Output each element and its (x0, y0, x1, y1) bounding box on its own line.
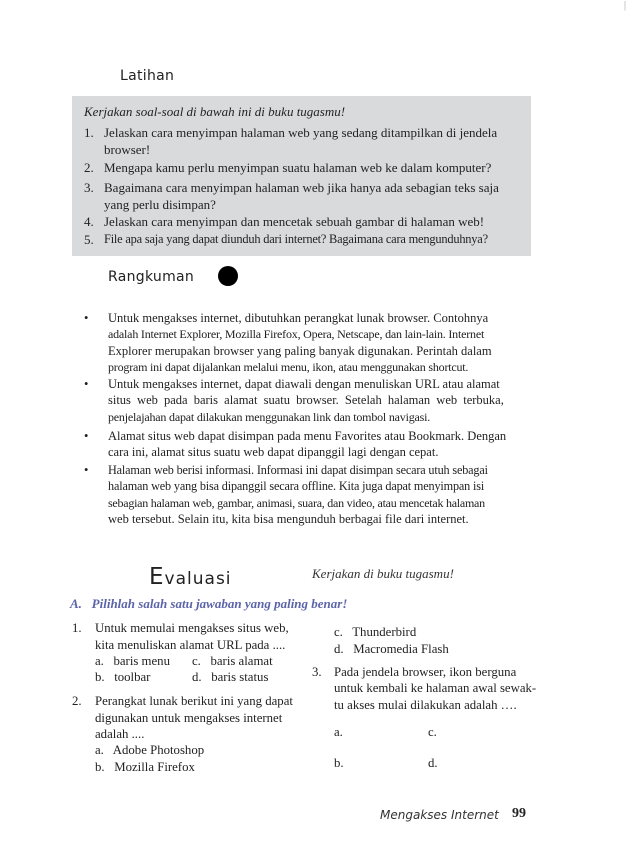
question-number: 4. (84, 214, 94, 229)
bullet-text: Untuk mengakses internet, dapat diawali dengan menuliskan URL atau alamat (108, 377, 500, 391)
mc-question-1-number: 1. (72, 621, 82, 635)
bullet-text: web tersebut. Selain itu, kita bisa mengunduh berbagai file dari internet. (108, 511, 469, 526)
bullet-text: situs web pada baris alamat suatu browser. Setelah halaman web terbuka, (108, 393, 504, 408)
corner-mark: | (624, 0, 627, 11)
rangkuman-bullet-3 (84, 428, 534, 462)
mc-option-a: a. (334, 725, 343, 739)
bullet-text: program ini dapat dijalankan melalui menu, ikon, atau menggunakan shortcut. (108, 359, 469, 374)
bullet-text: halaman web yang bisa dipanggil secara offline. Kita juga dapat menyimpan isi (108, 479, 485, 494)
evaluasi-title (149, 564, 232, 590)
mc-question-2-text: digunakan untuk mengakses internet (95, 711, 283, 725)
question-number: 3. (84, 180, 94, 195)
question-text: browser! (104, 142, 151, 157)
question-number: 1. (84, 125, 94, 140)
bullet-text: Untuk mengakses internet, dibutuhkan perangkat lunak browser. Contohnya (108, 311, 489, 325)
mc-question-3-number: 3. (312, 665, 322, 679)
latihan-question-2 (84, 159, 524, 176)
mc-option-d: d. Macromedia Flash (334, 642, 449, 656)
evaluasi-instruction: Kerjakan di buku tugasmu! (312, 566, 454, 581)
bullet-text: sebagian halaman web, gambar, animasi, suara, dan video, atau mencetak halaman (108, 495, 485, 510)
rangkuman-bullet-1 (84, 310, 534, 376)
mc-question-2-text: adalah .... (95, 727, 145, 741)
mc-question-2-number: 2. (72, 694, 82, 708)
bullet-icon: • (84, 311, 89, 325)
bullet-text: Halaman web berisi informasi. Informasi ini dapat disimpan secara utuh sebagai (108, 463, 488, 477)
mc-option-d: d. (428, 756, 438, 770)
latihan-question-3 (84, 179, 524, 213)
question-number: 5. (84, 232, 94, 247)
evaluasi-title-initial: E (149, 564, 165, 590)
mc-option-c: c. Thunderbird (334, 625, 417, 639)
bullet-text: adalah Internet Explorer, Mozilla Firefox, Opera, Netscape, dan lain-lain. Internet (108, 327, 485, 342)
mc-question-3-text: tu akses mulai dilakukan adalah …. (334, 698, 517, 712)
section-dot (218, 266, 238, 286)
rangkuman-title: Rangkuman (108, 269, 195, 285)
question-text: File apa saja yang dapat diunduh dari internet? Bagaimana cara mengunduhnya? (104, 232, 488, 246)
bullet-icon: • (84, 377, 89, 391)
bullet-text: cara ini, alamat situs suatu web dapat dipanggil lagi dengan cepat. (108, 445, 439, 460)
mc-option-b: b. Mozilla Firefox (95, 760, 195, 774)
latihan-question-5 (84, 231, 524, 248)
question-text: Mengapa kamu perlu menyimpan suatu halaman web ke dalam komputer? (104, 160, 492, 175)
page-number: 99 (512, 806, 526, 821)
question-text: Jelaskan cara menyimpan dan mencetak sebuah gambar di halaman web! (104, 214, 485, 229)
part-a-heading: A. Pilihlah salah satu jawaban yang paling benar! (70, 596, 348, 611)
bullet-text: Explorer merupakan browser yang paling banyak digunakan. Perintah dalam (108, 343, 492, 358)
question-text: Bagaimana cara menyimpan halaman web jika hanya ada sebagian teks saja (104, 180, 499, 195)
mc-question-2-text: Perangkat lunak berikut ini yang dapat (95, 694, 293, 708)
bullet-text: Alamat situs web dapat disimpan pada menu Favorites atau Bookmark. Dengan (108, 429, 507, 443)
latihan-title: Latihan (120, 68, 175, 84)
latihan-instruction: Kerjakan soal-soal di bawah ini di buku tugasmu! (84, 104, 346, 119)
bullet-icon: • (84, 429, 89, 443)
mc-option-c: c. (428, 725, 437, 739)
bullet-icon: • (84, 463, 89, 477)
mc-option-a: a. Adobe Photoshop (95, 743, 205, 757)
mc-option-a: a. baris menu (95, 654, 170, 668)
bullet-text: penjelajahan dapat dilakukan menggunakan link dan tombol navigasi. (108, 409, 431, 424)
question-text: yang perlu disimpan? (104, 197, 216, 212)
mc-option-d: d. baris status (192, 670, 269, 684)
mc-option-c: c. baris alamat (192, 654, 273, 668)
mc-option-b: b. toolbar (95, 670, 151, 684)
mc-question-1-text: Untuk memulai mengakses situs web, (95, 621, 289, 635)
footer-chapter-title: Mengakses Internet (380, 808, 499, 822)
rangkuman-bullet-2 (84, 376, 534, 426)
question-number: 2. (84, 160, 94, 175)
mc-option-b: b. (334, 756, 344, 770)
mc-question-3-text: Pada jendela browser, ikon berguna (334, 665, 517, 679)
latihan-question-4 (84, 213, 524, 230)
mc-question-3-text: untuk kembali ke halaman awal sewak- (334, 681, 537, 695)
mc-question-1-text: kita menuliskan alamat URL pada .... (95, 638, 286, 652)
rangkuman-bullet-4 (84, 462, 534, 528)
latihan-question-1 (84, 124, 524, 158)
question-text: Jelaskan cara menyimpan halaman web yang sedang ditampilkan di jendela (104, 125, 498, 140)
evaluasi-title-rest: valuasi (164, 569, 232, 589)
